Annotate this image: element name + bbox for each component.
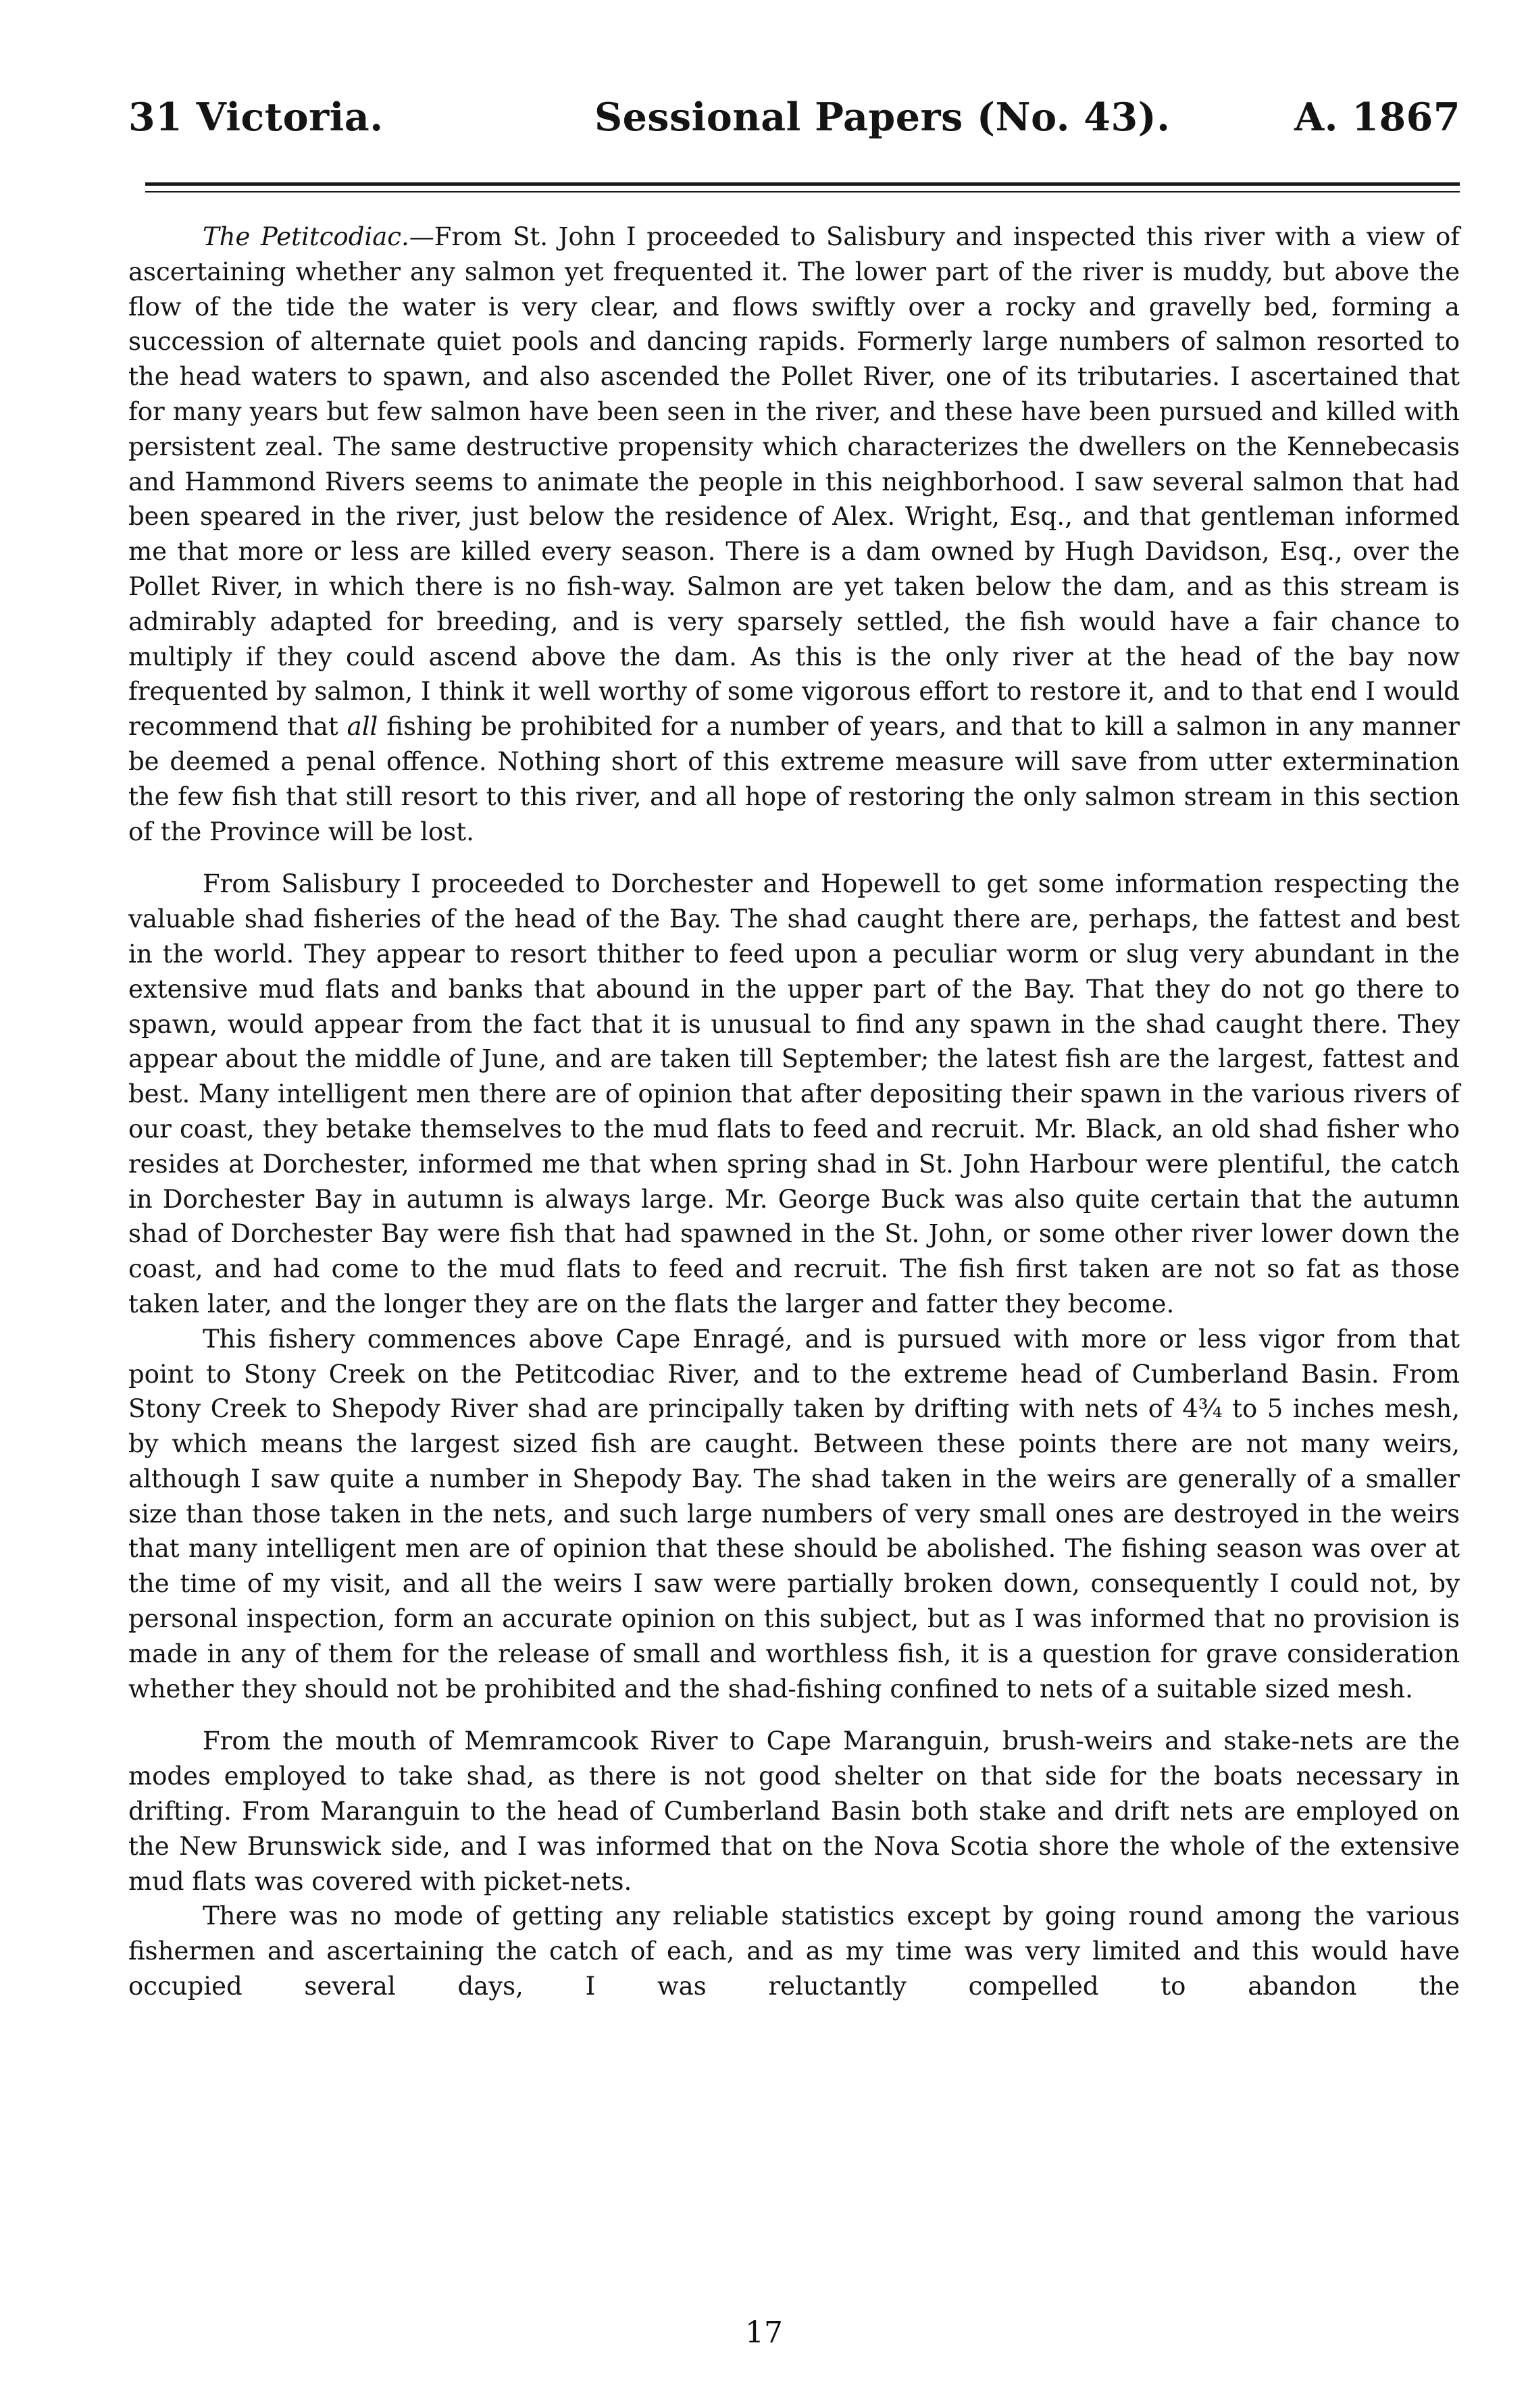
- paragraph-statistics: There was no mode of getting any reliable statistics except by going round among the various fishermen and ascertaining the catch of each, and as my time was very limited and this would have occupied several days, I was reluctantly compelled to abandon the: [128, 1901, 1460, 2001]
- paragraph-petitcodiac: [128, 220, 1460, 849]
- header-volume: 31 Victoria.: [128, 95, 384, 140]
- header-rule-thin: [145, 191, 1460, 193]
- paragraph-memramcook: From the mouth of Memramcook River to Cape Maranguin, brush-weirs and stake-nets are the modes employed to take shad, as there is not good shelter on that side for the boats necessary in drifting. From Maranguin to the head of Cumberland Basin both stake and drift nets are employed on the New Brunswick side, and I was informed that on the Nova Scotia shore the whole of the extensive mud flats was covered with picket-nets.: [128, 1726, 1460, 1896]
- header-rule-thick: [145, 182, 1460, 186]
- header-title: Sessional Papers (No. 43).: [594, 95, 1171, 140]
- paragraph-text: —From St. John I proceeded to Salisbury and inspected this river with a view of ascertaining whether any salmon yet frequented it. The lower part of the river is muddy, but above the flow of the tide the water is very clear, and flows swiftly over a rocky and gravelly bed, forming a succession of alternate quiet pools and dancing rapids. Formerly large numbers of salmon resorted to the head waters to spawn, and also ascended the Pollet River, one of its tributaries. I ascertained that for many years but few salmon have been seen in the river, and these have been pursued and killed with persistent zeal. The same destructive propensity which characterizes the dwellers on the Kennebecasis and Hammond Rivers seems to animate the people in this neighborhood. I saw several salmon that had been speared in the river, just below the residence of Alex. Wright, Esq., and that gentleman informed me that more or less are killed every season. There is a dam owned by Hugh Davidson, Esq., over the Pollet River, in which there is no fish-way. Salmon are yet taken below the dam, and as this stream is admirably adapted for breeding, and is very sparsely settled, the fish would have a fair chance to multiply if they could ascend above the dam. As this is the only river at the head of the bay now frequented by salmon, I think it well worthy of some vigorous effort to restore it, and to that end I would recommend that: [128, 222, 1460, 742]
- paragraph-shad-fisheries: From Salisbury I proceeded to Dorchester and Hopewell to get some information respecting the valuable shad fisheries of the head of the Bay. The shad caught there are, perhaps, the fattest and best in the world. They appear to resort thither to feed upon a peculiar worm or slug very abundant in the extensive mud flats and banks that abound in the upper part of the Bay. That they do not go there to spawn, would appear from the fact that it is unusual to find any spawn in the shad caught there. They appear about the middle of June, and are taken till September; the latest fish are the largest, fattest and best. Many intelligent men there are of opinion that after depositing their spawn in the various rivers of our coast, they betake themselves to the mud flats to feed and recruit. Mr. Black, an old shad fisher who resides at Dorchester, informed me that when spring shad in St. John Harbour were plentiful, the catch in Dorchester Bay in autumn is always large. Mr. George Buck was also quite certain that the autumn shad of Dorchester Bay were fish that had spawned in the St. John, or some other river lower down the coast, and had come to the mud flats to feed and recruit. The fish first taken are not so fat as those taken later, and the longer they are on the flats the larger and fatter they become.: [128, 869, 1460, 1318]
- emphasis-word: all: [347, 712, 378, 742]
- paragraph-fishery-commences: This fishery commences above Cape Enragé, and is pursued with more or less vigor from that point to Stony Creek on the Petitcodiac River, and to the extreme head of Cumberland Basin. From Stony Creek to Shepody River shad are principally taken by drifting with nets of 4¾ to 5 inches mesh, by which means the largest sized fish are caught. Between these points there are not many weirs, although I saw quite a number in Shepody Bay. The shad taken in the weirs are generally of a smaller size than those taken in the nets, and such large numbers of very small ones are destroyed in the weirs that many intelligent men are of opinion that these should be abolished. The fishing season was over at the time of my visit, and all the weirs I saw were partially broken down, consequently I could not, by personal inspection, form an accurate opinion on this subject, but as I was informed that no provision is made in any of them for the release of small and worthless fish, it is a question for grave consideration whether they should not be prohibited and the shad-fishing confined to nets of a suitable sized mesh.: [128, 1324, 1460, 1703]
- running-head: [128, 95, 1460, 155]
- page-number: 17: [745, 2315, 783, 2350]
- section-lead-title: The Petitcodiac.: [203, 222, 409, 251]
- header-year: A. 1867: [1294, 95, 1460, 140]
- body-text: [128, 220, 1460, 2004]
- paragraph-text-continued: fishing be prohibited for a number of years, and that to kill a salmon in any manner be deemed a penal offence. Nothing short of this extreme measure will save from utter extermination the few fish that still resort to this river, and all hope of restoring the only salmon stream in this section of the Province will be lost.: [128, 712, 1460, 846]
